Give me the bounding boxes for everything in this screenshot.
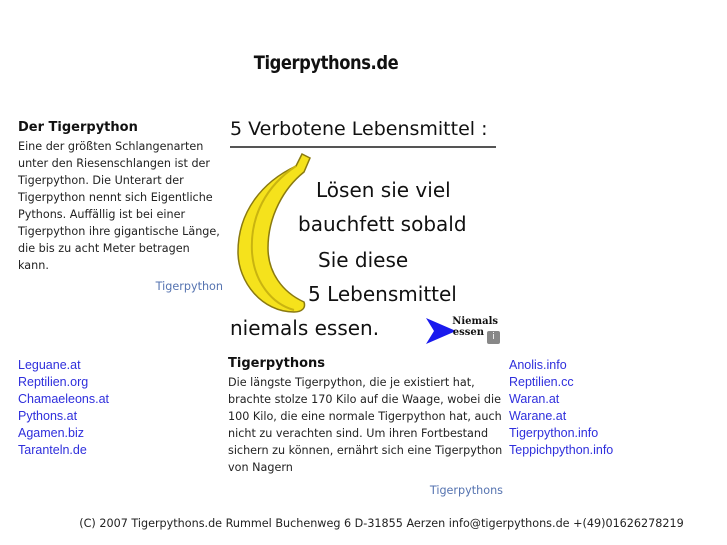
ad-line-4: 5 Lebensmittel: [308, 282, 457, 306]
partner-link[interactable]: Pythons.at: [18, 409, 78, 423]
partner-links-left: [18, 355, 109, 457]
ad-line-5: niemals essen.: [230, 316, 380, 340]
info-icon[interactable]: i: [487, 331, 500, 344]
partner-link[interactable]: Taranteln.de: [18, 443, 87, 457]
ad-line-2: bauchfett sobald: [298, 212, 467, 236]
partner-links-right: [509, 355, 613, 457]
partner-link[interactable]: Agamen.biz: [18, 426, 85, 440]
center-article-title: Tigerpythons: [228, 356, 326, 371]
left-article-text: Eine der größten Schlangenarten unter den Riesenschlangen ist der Tigerpython. Die Unterart der Tigerpython nennt sich Eigentliche Pythons. Auffällig ist bei einer Tigerpython ihre gigantische Länge, die bis zu acht Meter betragen kann.: [18, 140, 220, 272]
ad-line-3: Sie diese: [318, 248, 409, 272]
center-article-more-link[interactable]: Tigerpythons: [429, 484, 503, 497]
left-article: [18, 120, 223, 293]
site-title: Tigerpythons.de: [253, 52, 399, 74]
center-article-text: Die längste Tigerpython, die je existiert hat, brachte stolze 170 Kilo auf die Waage, wobei die 100 Kilo, die eine normale Tigerpython hat, auch nicht zu verachten sind. Um ihren Fortbestand sichern zu können, ernährt sich eine Tigerpython von Nagern: [228, 376, 503, 474]
partner-link[interactable]: Tigerpython.info: [509, 426, 599, 440]
partner-link[interactable]: Anolis.info: [509, 358, 567, 372]
footer-imprint: (C) 2007 Tigerpythons.de Rummel Buchenweg 6 D-31855 Aerzen info@tigerpythons.de +(49)01626278219: [79, 517, 684, 530]
ad-headline: 5 Verbotene Lebensmittel :: [230, 118, 488, 140]
partner-link[interactable]: Leguane.at: [18, 358, 81, 372]
partner-link[interactable]: Reptilien.org: [18, 375, 89, 389]
center-article: [228, 356, 503, 497]
ad-badge[interactable]: [426, 314, 500, 346]
left-article-title: Der Tigerpython: [18, 120, 138, 135]
partner-link[interactable]: Waran.at: [509, 392, 560, 406]
partner-link[interactable]: Warane.at: [509, 409, 567, 423]
ad-divider: [230, 146, 496, 148]
partner-link[interactable]: Teppichpython.info: [509, 443, 614, 457]
advertisement-banner[interactable]: [228, 116, 500, 348]
partner-link[interactable]: Chamaeleons.at: [18, 392, 110, 406]
ad-badge-text: Niemals essen: [452, 316, 498, 338]
partner-link[interactable]: Reptilien.cc: [509, 375, 574, 389]
ad-line-1: Lösen sie viel: [316, 178, 451, 202]
left-article-more-link[interactable]: Tigerpython: [155, 280, 223, 293]
